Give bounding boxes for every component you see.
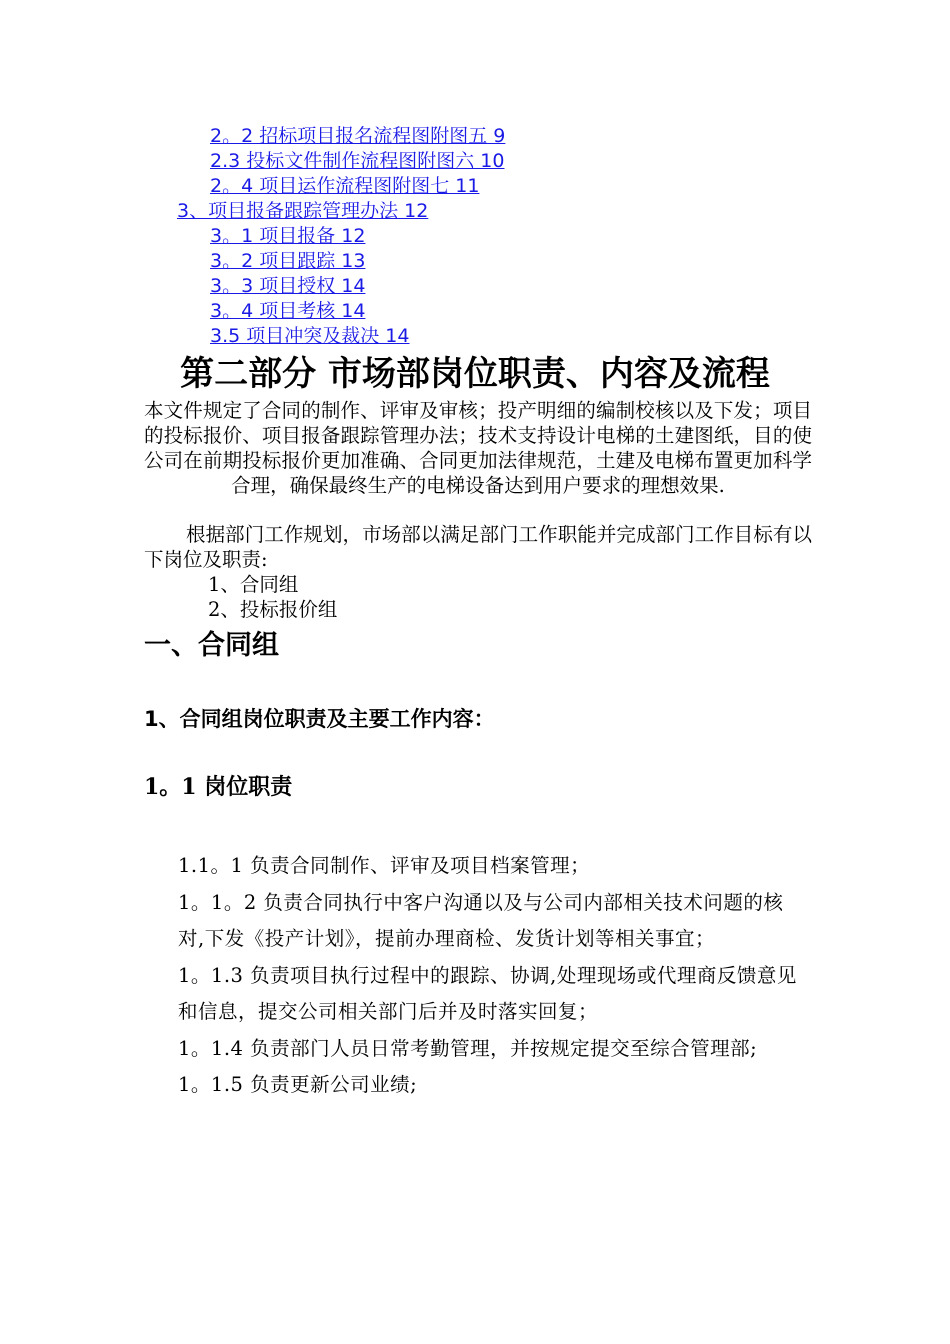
toc-link-3-1[interactable]: 3。1 项目报备 12 — [210, 225, 366, 247]
intro-paragraph-2: 根据部门工作规划，市场部以满足部门工作职能并完成部门工作目标有以下岗位及职责: — [144, 523, 812, 571]
duty-item: 1。1。2 负责合同执行中客户沟通以及与公司内部相关技术问题的核对,下发《投产计划》，提前办理商检、发货计划等相关事宜； — [178, 890, 784, 950]
toc-link-3-4[interactable]: 3。4 项目考核 14 — [210, 300, 366, 322]
subsection-heading: 1、合同组岗位职责及主要工作内容： — [144, 707, 495, 731]
group-item-bidding: 2、投标报价组 — [208, 598, 338, 621]
duty-item: 1。1.5 负责更新公司业绩; — [178, 1073, 418, 1096]
intro-paragraph: 本文件规定了合同的制作、评审及审核；投产明细的编制校核以及下发；项目的投标报价、项目报备跟踪管理办法；技术支持设计电梯的土建图纸，目的使公司在前期投标报价更加准确、合同更加法律规范，土建及电梯布置更加科学合理，确保最终生产的电梯设备达到用户要求的理想效果. — [144, 399, 812, 497]
toc-link-3-3[interactable]: 3。3 项目授权 14 — [210, 275, 366, 297]
group-item-contract: 1、合同组 — [208, 573, 299, 596]
duty-item: 1.1。1 负责合同制作、评审及项目档案管理； — [178, 854, 591, 877]
part-title: 第二部分 市场部岗位职责、内容及流程 — [180, 354, 770, 394]
toc-link-3-2[interactable]: 3。2 项目跟踪 13 — [210, 250, 366, 272]
section-heading: 一、合同组 — [144, 630, 279, 661]
duty-list — [178, 848, 808, 1104]
duty-item: 1。1.4 负责部门人员日常考勤管理，并按规定提交至综合管理部; — [178, 1036, 758, 1060]
toc-link-3-5[interactable]: 3.5 项目冲突及裁决 14 — [210, 325, 410, 347]
toc-link-2-2[interactable]: 2。2 招标项目报名流程图附图五 9 — [210, 125, 506, 147]
subsubsection-heading: 1。1 岗位职责 — [144, 774, 293, 800]
duty-item: 1。1.3 负责项目执行过程中的跟踪、协调,处理现场或代理商反馈意见和信息，提交公司相关部门后并及时落实回复； — [178, 963, 797, 1023]
toc-link-2-4[interactable]: 2。4 项目运作流程图附图七 11 — [210, 175, 480, 197]
toc-link-3[interactable]: 3、项目报备跟踪管理办法 12 — [177, 200, 429, 222]
toc-link-2-3[interactable]: 2.3 投标文件制作流程图附图六 10 — [210, 150, 505, 172]
